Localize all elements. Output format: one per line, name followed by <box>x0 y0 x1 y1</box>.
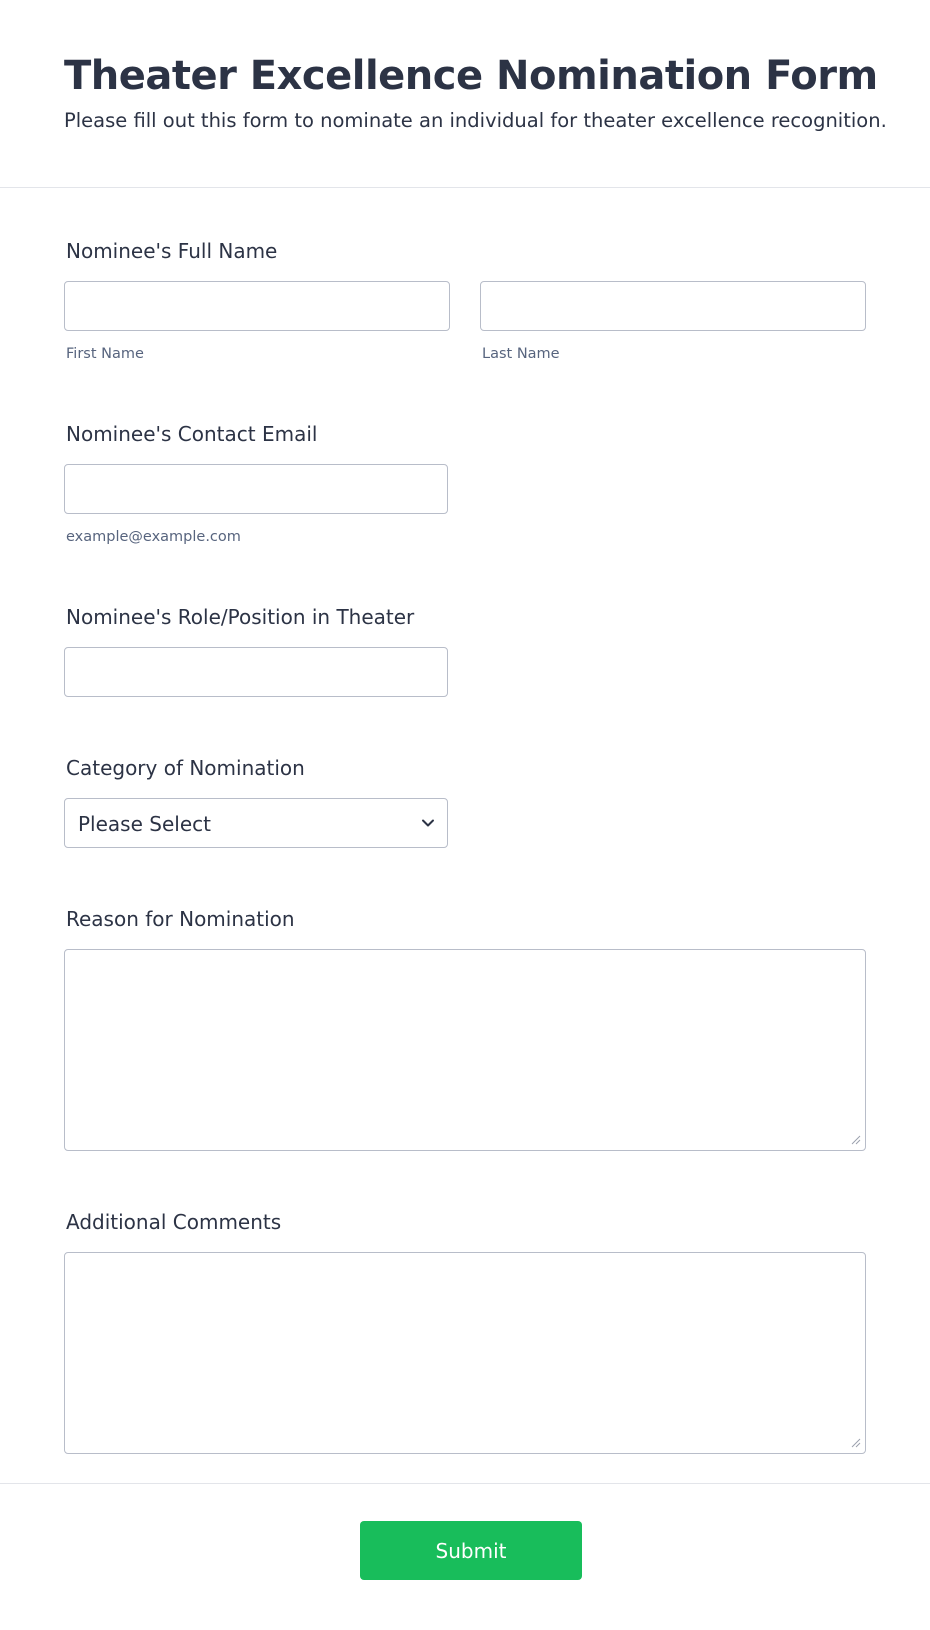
footer-divider <box>0 1483 930 1484</box>
comments-label: Additional Comments <box>66 1210 282 1234</box>
resize-handle-icon[interactable] <box>851 1438 861 1448</box>
last-name-input[interactable] <box>480 281 866 331</box>
form-title: Theater Excellence Nomination Form <box>64 53 878 99</box>
email-label: Nominee's Contact Email <box>66 422 318 446</box>
resize-handle-icon[interactable] <box>851 1135 861 1145</box>
reason-label: Reason for Nomination <box>66 907 295 931</box>
last-name-sublabel: Last Name <box>482 346 560 362</box>
category-label: Category of Nomination <box>66 756 305 780</box>
email-field[interactable] <box>64 464 448 514</box>
role-label: Nominee's Role/Position in Theater <box>66 605 415 629</box>
comments-textarea[interactable] <box>64 1252 866 1454</box>
form-header <box>0 0 930 188</box>
submit-button[interactable]: Submit <box>360 1521 582 1580</box>
role-input[interactable] <box>64 647 448 697</box>
category-select[interactable] <box>64 798 448 848</box>
email-sublabel: example@example.com <box>66 529 241 545</box>
reason-textarea[interactable] <box>64 949 866 1151</box>
first-name-input[interactable] <box>64 281 450 331</box>
category-selected-value: Please Select <box>78 812 211 836</box>
chevron-down-icon <box>421 816 435 830</box>
first-name-sublabel: First Name <box>66 346 144 362</box>
full-name-label: Nominee's Full Name <box>66 239 278 263</box>
form-subtitle: Please fill out this form to nominate an individual for theater excellence recognition. <box>64 109 887 132</box>
